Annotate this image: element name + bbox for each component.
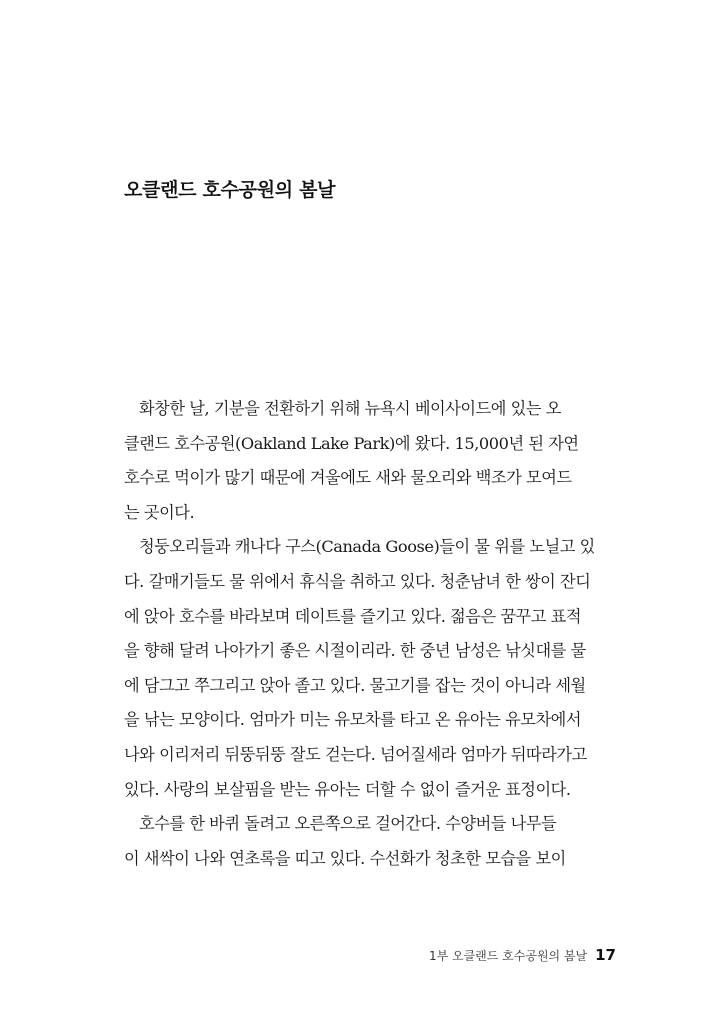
page-footer bbox=[429, 946, 616, 964]
text-line: 나와 이리저리 뒤뚱뒤뚱 잘도 걷는다. 넘어질세라 엄마가 뒤따라가고 bbox=[124, 744, 587, 764]
text-line: 을 낚는 모양이다. 엄마가 미는 유모차를 타고 온 유아는 유모차에서 bbox=[124, 710, 582, 730]
running-head: 1부 오클랜드 호수공원의 봄날 bbox=[428, 949, 588, 963]
chapter-title: 오클랜드 호수공원의 봄날 bbox=[124, 179, 336, 201]
text-line: 이 새싹이 나와 연초록을 띠고 있다. 수선화가 청초한 모습을 보이 bbox=[124, 848, 566, 868]
text-line: 청둥오리들과 캐나다 구스(Canada Goose)들이 물 위를 노닐고 있 bbox=[139, 537, 595, 557]
text-line: 에 담그고 쭈그리고 앉아 졸고 있다. 물고기를 잡는 것이 아니라 세월 bbox=[124, 675, 586, 695]
text-line: 화창한 날, 기분을 전환하기 위해 뉴욕시 베이사이드에 있는 오 bbox=[139, 399, 561, 418]
text-line: 호수로 먹이가 많기 때문에 겨울에도 새와 물오리와 백조가 모여드 bbox=[124, 468, 572, 488]
text-line: 다. 갈매기들도 물 위에서 휴식을 취하고 있다. 청춘남녀 한 쌍이 잔디 bbox=[124, 571, 591, 591]
text-line: 클랜드 호수공원(Oakland Lake Park)에 왔다. 15,000년 된 자연 bbox=[124, 433, 579, 453]
text-line: 있다. 사랑의 보살핌을 받는 유아는 더할 수 없이 즐거운 표정이다. bbox=[124, 779, 571, 799]
text-line: 호수를 한 바퀴 돌려고 오른쪽으로 걸어간다. 수양버들 나무들 bbox=[139, 814, 557, 834]
text-line: 에 앉아 호수를 바라보며 데이트를 즐기고 있다. 젊음은 꿈꾸고 표적 bbox=[124, 606, 582, 626]
text-line: 는 곳이다. bbox=[124, 502, 195, 522]
text-line: 을 향해 달려 나아가기 좋은 시절이리라. 한 중년 남성은 낚싯대를 물 bbox=[124, 641, 586, 661]
body-text bbox=[124, 392, 614, 876]
page-number: 17 bbox=[595, 946, 616, 964]
